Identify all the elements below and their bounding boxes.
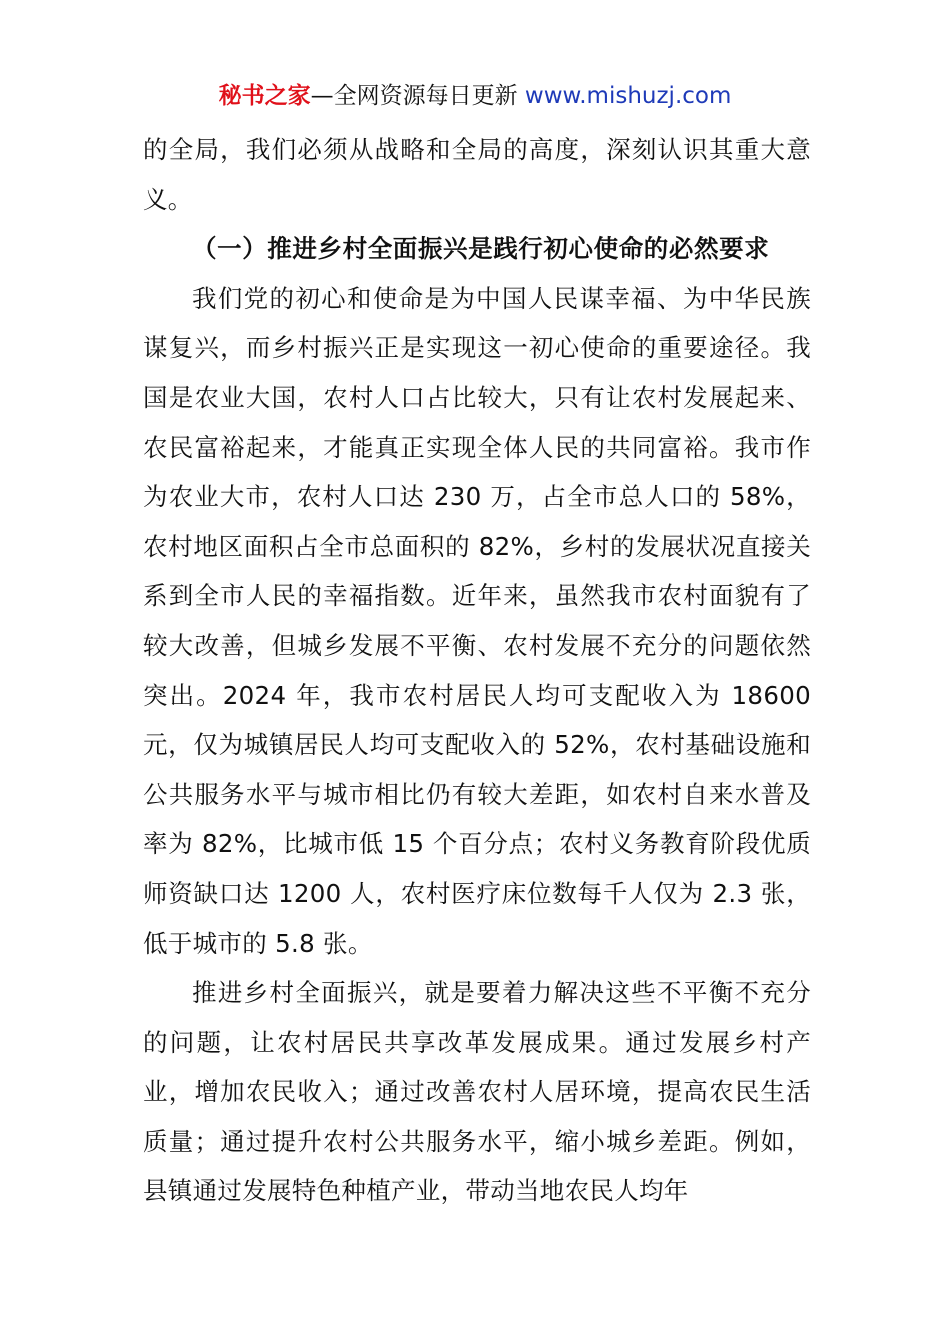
continuation-paragraph: 的全局，我们必须从战略和全局的高度，深刻认识其重大意义。 <box>143 135 811 214</box>
body-paragraph: 我们党的初心和使命是为中国人民谋幸福、为中华民族谋复兴，而乡村振兴正是实现这一初心使命的重要途径。我国是农业大国，农村人口占比较大，只有让农村发展起来、农民富裕起来，才能真正实现全体人民的共同富裕。我市作为农业大市，农村人口达 230 万，占全市总人口的 58%，农村地区面积占全市总面积的 82%，乡村的发展状况直接关系到全市人民的幸福指数。近年来，虽然我市农村面貌有了较大改善，但城乡发展不平衡、农村发展不充分的问题依然突出。2024 年，我市农村居民人均可支配收入为 18600 元，仅为城镇居民人均可支配收入的 52%，农村基础设施和公共服务水平与城市相比仍有较大差距，如农村自来水普及率为 82%，比城市低 15 个百分点；农村义务教育阶段优质师资缺口达 1200 人，农村医疗床位数每千人仅为 2.3 张，低于城市的 5.8 张。 <box>143 283 811 958</box>
document-body <box>143 125 811 1216</box>
section-heading: （一）推进乡村全面振兴是践行初心使命的必然要求 <box>192 234 770 264</box>
body-paragraph: 推进乡村全面振兴，就是要着力解决这些不平衡不充分的问题，让农村居民共享改革发展成果。通过发展乡村产业，增加农民收入；通过改善农村人居环境，提高农民生活质量；通过提升农村公共服务水平，缩小城乡差距。例如，县镇通过发展特色种植产业，带动当地农民人均年 <box>143 978 811 1206</box>
brand-name: 秘书之家 <box>218 83 311 109</box>
page-header <box>0 80 950 112</box>
site-url-link[interactable]: www.mishuzj.com <box>524 83 732 109</box>
header-tagline: —全网资源每日更新 <box>310 83 518 109</box>
